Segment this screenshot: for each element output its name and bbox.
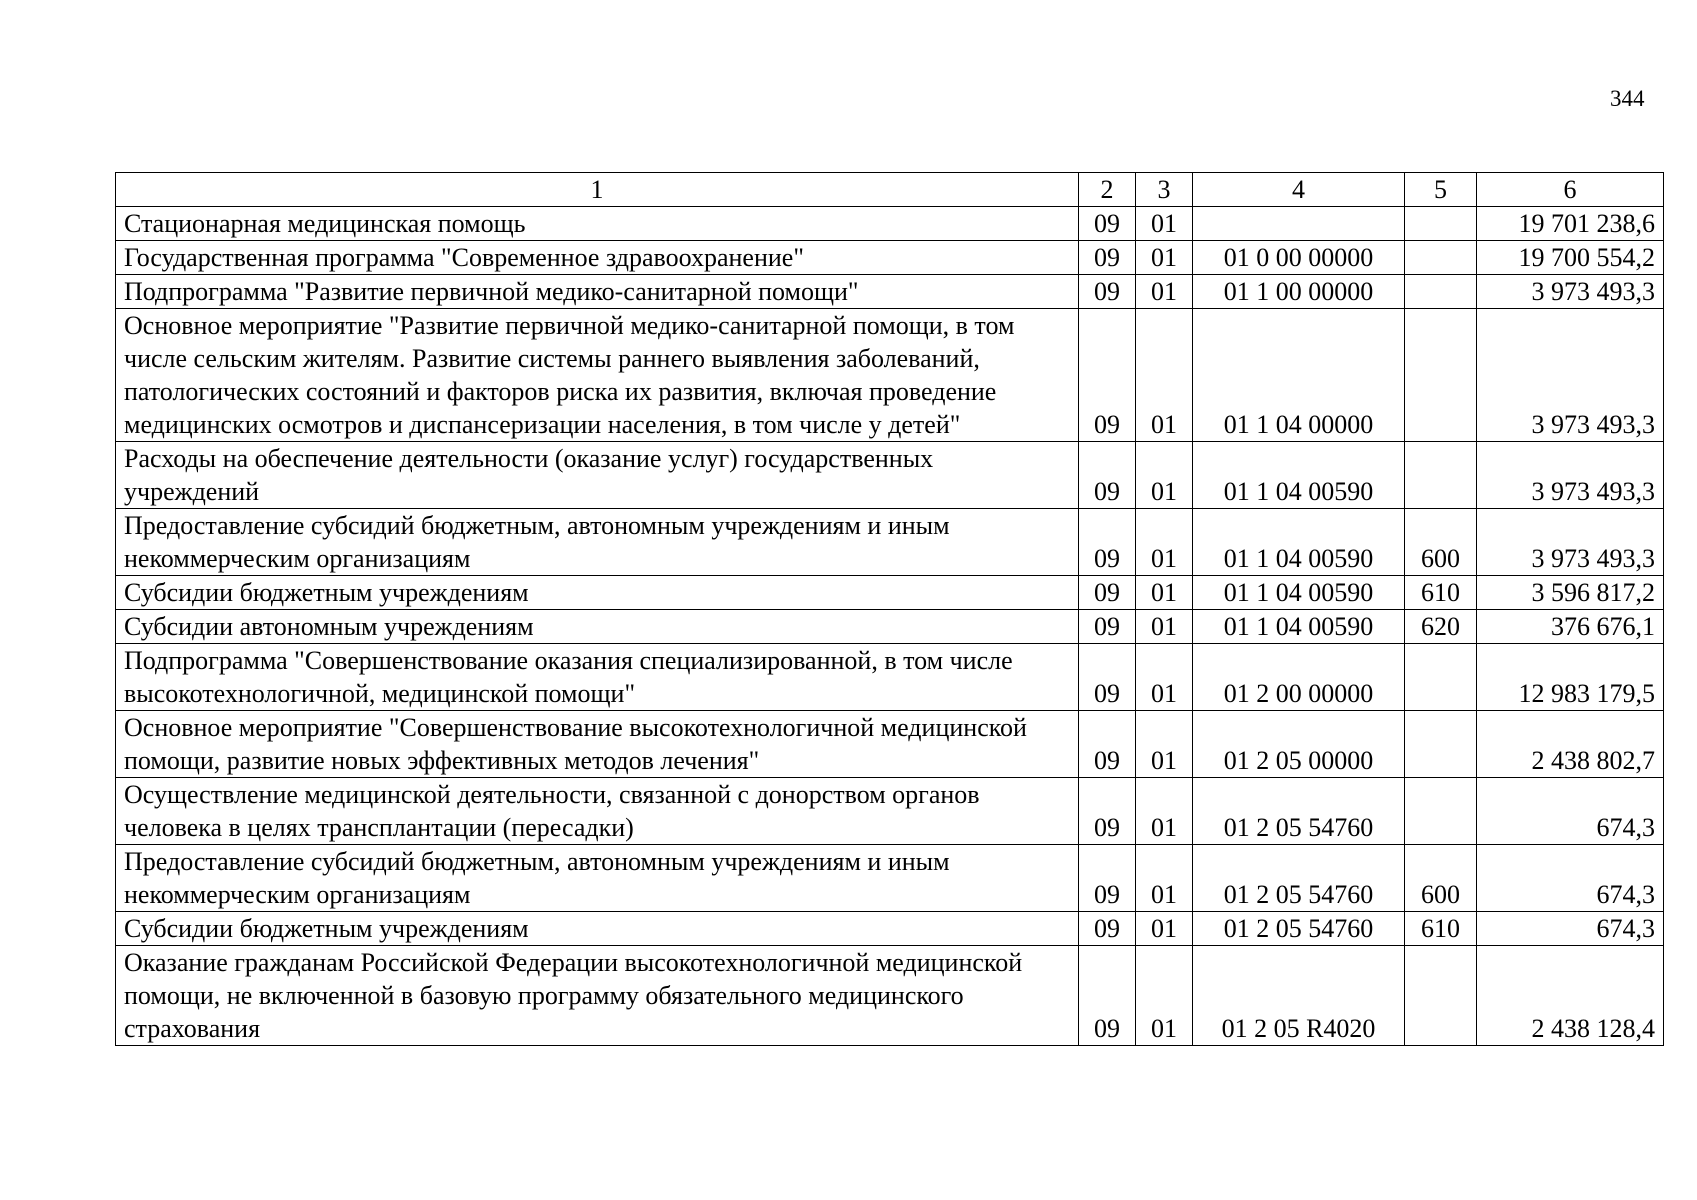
row-subsection-cell: 01: [1136, 442, 1193, 509]
row-name-cell: Субсидии автономным учреждениям: [116, 610, 1079, 644]
row-section-cell: 09: [1079, 241, 1136, 275]
row-expense-type-cell: 620: [1405, 610, 1477, 644]
row-expense-type-cell: [1405, 946, 1477, 1046]
row-target-article-cell: 01 1 00 00000: [1193, 275, 1405, 309]
row-name-cell: Субсидии бюджетным учреждениям: [116, 576, 1079, 610]
table-row: [116, 442, 1664, 509]
header-col-1: 1: [116, 173, 1079, 207]
table-row: [116, 912, 1664, 946]
table-row: [116, 778, 1664, 845]
row-subsection-cell: 01: [1136, 576, 1193, 610]
row-target-article-cell: 01 1 04 00590: [1193, 610, 1405, 644]
row-target-article-cell: [1193, 207, 1405, 241]
row-name-cell: Субсидии бюджетным учреждениям: [116, 912, 1079, 946]
row-section-cell: 09: [1079, 275, 1136, 309]
row-target-article-cell: 01 1 04 00000: [1193, 309, 1405, 442]
row-section-cell: 09: [1079, 442, 1136, 509]
row-subsection-cell: 01: [1136, 711, 1193, 778]
table-row: [116, 576, 1664, 610]
row-name-cell: Стационарная медицинская помощь: [116, 207, 1079, 241]
row-subsection-cell: 01: [1136, 509, 1193, 576]
row-section-cell: 09: [1079, 778, 1136, 845]
row-name-cell: Основное мероприятие "Развитие первичной медико-санитарной помощи, в том числе сельским жителям. Развитие системы раннего выявления заболеваний, патологических состояний и факторов риска их развития, включая проведение медицинских осмотров и диспансеризации населения, в том числе у детей": [116, 309, 1079, 442]
header-col-4: 4: [1193, 173, 1405, 207]
row-subsection-cell: 01: [1136, 275, 1193, 309]
row-target-article-cell: 01 2 05 00000: [1193, 711, 1405, 778]
row-subsection-cell: 01: [1136, 241, 1193, 275]
row-amount-cell: 3 973 493,3: [1477, 275, 1664, 309]
table-row: [116, 509, 1664, 576]
budget-table: [115, 172, 1664, 1046]
row-section-cell: 09: [1079, 644, 1136, 711]
row-expense-type-cell: [1405, 442, 1477, 509]
header-col-2: 2: [1079, 173, 1136, 207]
row-name-cell: Предоставление субсидий бюджетным, автономным учреждениям и иным некоммерческим организациям: [116, 845, 1079, 912]
row-subsection-cell: 01: [1136, 845, 1193, 912]
row-section-cell: 09: [1079, 610, 1136, 644]
table-row: [116, 644, 1664, 711]
row-name-cell: Оказание гражданам Российской Федерации высокотехнологичной медицинской помощи, не включенной в базовую программу обязательного медицинского страхования: [116, 946, 1079, 1046]
row-expense-type-cell: [1405, 275, 1477, 309]
table-row: [116, 275, 1664, 309]
row-section-cell: 09: [1079, 309, 1136, 442]
table-row: [116, 946, 1664, 1046]
table-row: [116, 309, 1664, 442]
page-number: 344: [1610, 86, 1645, 111]
table-row: [116, 711, 1664, 778]
row-expense-type-cell: 610: [1405, 912, 1477, 946]
row-expense-type-cell: [1405, 711, 1477, 778]
row-target-article-cell: 01 0 00 00000: [1193, 241, 1405, 275]
row-name-cell: Подпрограмма "Развитие первичной медико-санитарной помощи": [116, 275, 1079, 309]
row-name-cell: Государственная программа "Современное здравоохранение": [116, 241, 1079, 275]
row-target-article-cell: 01 2 05 54760: [1193, 912, 1405, 946]
row-target-article-cell: 01 2 05 54760: [1193, 845, 1405, 912]
table-row: [116, 845, 1664, 912]
row-expense-type-cell: 600: [1405, 845, 1477, 912]
row-subsection-cell: 01: [1136, 207, 1193, 241]
row-section-cell: 09: [1079, 509, 1136, 576]
row-target-article-cell: 01 1 04 00590: [1193, 576, 1405, 610]
row-name-cell: Подпрограмма "Совершенствование оказания специализированной, в том числе высокотехнологичной, медицинской помощи": [116, 644, 1079, 711]
table-header-row: [116, 173, 1664, 207]
row-section-cell: 09: [1079, 711, 1136, 778]
row-target-article-cell: 01 2 05 54760: [1193, 778, 1405, 845]
row-amount-cell: 12 983 179,5: [1477, 644, 1664, 711]
row-amount-cell: 674,3: [1477, 912, 1664, 946]
row-amount-cell: 3 973 493,3: [1477, 442, 1664, 509]
row-expense-type-cell: [1405, 778, 1477, 845]
row-section-cell: 09: [1079, 576, 1136, 610]
row-subsection-cell: 01: [1136, 946, 1193, 1046]
row-section-cell: 09: [1079, 845, 1136, 912]
row-expense-type-cell: [1405, 207, 1477, 241]
row-expense-type-cell: 600: [1405, 509, 1477, 576]
row-amount-cell: 2 438 802,7: [1477, 711, 1664, 778]
header-col-6: 6: [1477, 173, 1664, 207]
row-section-cell: 09: [1079, 912, 1136, 946]
row-name-cell: Осуществление медицинской деятельности, связанной с донорством органов человека в целях трансплантации (пересадки): [116, 778, 1079, 845]
row-amount-cell: 3 973 493,3: [1477, 309, 1664, 442]
row-expense-type-cell: [1405, 309, 1477, 442]
row-amount-cell: 19 701 238,6: [1477, 207, 1664, 241]
row-name-cell: Расходы на обеспечение деятельности (оказание услуг) государственных учреждений: [116, 442, 1079, 509]
row-subsection-cell: 01: [1136, 778, 1193, 845]
row-target-article-cell: 01 1 04 00590: [1193, 442, 1405, 509]
row-amount-cell: 2 438 128,4: [1477, 946, 1664, 1046]
row-amount-cell: 19 700 554,2: [1477, 241, 1664, 275]
row-name-cell: Предоставление субсидий бюджетным, автономным учреждениям и иным некоммерческим организациям: [116, 509, 1079, 576]
header-col-3: 3: [1136, 173, 1193, 207]
row-subsection-cell: 01: [1136, 912, 1193, 946]
row-target-article-cell: 01 1 04 00590: [1193, 509, 1405, 576]
table-row: [116, 241, 1664, 275]
row-amount-cell: 674,3: [1477, 845, 1664, 912]
row-target-article-cell: 01 2 00 00000: [1193, 644, 1405, 711]
row-subsection-cell: 01: [1136, 309, 1193, 442]
row-target-article-cell: 01 2 05 R4020: [1193, 946, 1405, 1046]
row-section-cell: 09: [1079, 946, 1136, 1046]
row-subsection-cell: 01: [1136, 644, 1193, 711]
row-section-cell: 09: [1079, 207, 1136, 241]
row-amount-cell: 674,3: [1477, 778, 1664, 845]
header-col-5: 5: [1405, 173, 1477, 207]
table-row: [116, 207, 1664, 241]
row-expense-type-cell: [1405, 241, 1477, 275]
row-amount-cell: 376 676,1: [1477, 610, 1664, 644]
row-amount-cell: 3 973 493,3: [1477, 509, 1664, 576]
table-body: [116, 207, 1664, 1046]
row-expense-type-cell: 610: [1405, 576, 1477, 610]
table-row: [116, 610, 1664, 644]
row-subsection-cell: 01: [1136, 610, 1193, 644]
row-name-cell: Основное мероприятие "Совершенствование высокотехнологичной медицинской помощи, развитие новых эффективных методов лечения": [116, 711, 1079, 778]
row-amount-cell: 3 596 817,2: [1477, 576, 1664, 610]
row-expense-type-cell: [1405, 644, 1477, 711]
